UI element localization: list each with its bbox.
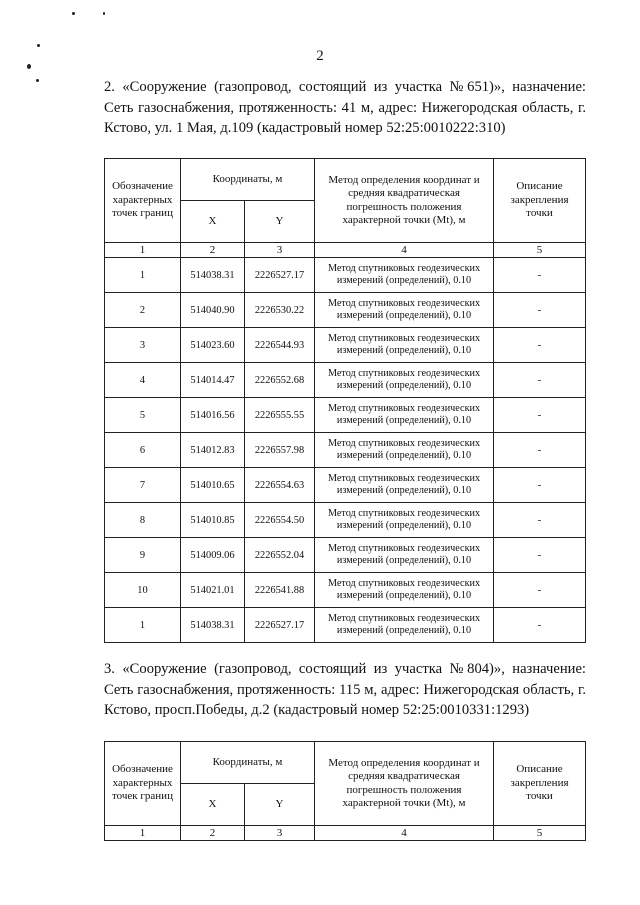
cell-y-coordinate: 2226554.50 — [245, 503, 315, 538]
cell-point-designation: 6 — [105, 433, 181, 468]
cell-description: - — [494, 468, 586, 503]
column-number-row — [105, 243, 586, 258]
cell-method: Метод спутниковых геодезических измерений (определений), 0.10 — [315, 468, 494, 503]
header-designation: Обозначение характерных точек границ — [105, 159, 181, 243]
page-number: 2 — [316, 48, 324, 64]
cell-y-coordinate: 2226557.98 — [245, 433, 315, 468]
table-row — [105, 293, 586, 328]
cell-description: - — [494, 433, 586, 468]
column-number: 1 — [105, 826, 181, 841]
header-description: Описание закрепления точки — [494, 159, 586, 243]
cell-y-coordinate: 2226541.88 — [245, 573, 315, 608]
cell-x-coordinate: 514010.65 — [181, 468, 245, 503]
cell-y-coordinate: 2226554.63 — [245, 468, 315, 503]
cell-point-designation: 4 — [105, 363, 181, 398]
column-number: 4 — [315, 243, 494, 258]
cell-point-designation: 9 — [105, 538, 181, 573]
table-row — [105, 258, 586, 293]
cell-description: - — [494, 503, 586, 538]
cell-point-designation: 8 — [105, 503, 181, 538]
column-number: 5 — [494, 243, 586, 258]
scan-speck — [36, 79, 39, 82]
scan-speck — [72, 12, 75, 15]
table-row — [105, 608, 586, 643]
column-number: 4 — [315, 826, 494, 841]
table-row — [105, 328, 586, 363]
header-description: Описание закрепления точки — [494, 742, 586, 826]
column-number-row — [105, 826, 586, 841]
cell-description: - — [494, 293, 586, 328]
cell-point-designation: 7 — [105, 468, 181, 503]
cell-point-designation: 5 — [105, 398, 181, 433]
column-number: 2 — [181, 826, 245, 841]
cell-method: Метод спутниковых геодезических измерений (определений), 0.10 — [315, 538, 494, 573]
cell-method: Метод спутниковых геодезических измерений (определений), 0.10 — [315, 293, 494, 328]
cell-x-coordinate: 514023.60 — [181, 328, 245, 363]
section-heading-paragraph: 2. «Сооружение (газопровод, состоящий из участка №651)», назначение: Сеть газоснабжения, протяженность: 41 м, адрес: Нижегородская область, г. Кстово, ул. 1 Мая, д.109 (кадастровый номер 52:25:0010222:310) — [104, 79, 586, 136]
column-number: 2 — [181, 243, 245, 258]
header-x: X — [181, 201, 245, 243]
cell-description: - — [494, 398, 586, 433]
column-number: 3 — [245, 826, 315, 841]
cell-method: Метод спутниковых геодезических измерений (определений), 0.10 — [315, 608, 494, 643]
cell-method: Метод спутниковых геодезических измерений (определений), 0.10 — [315, 433, 494, 468]
cell-point-designation: 1 — [105, 608, 181, 643]
table-row — [105, 573, 586, 608]
header-coordinates: Координаты, м — [181, 159, 315, 201]
header-coordinates: Координаты, м — [181, 742, 315, 784]
cell-y-coordinate: 2226544.93 — [245, 328, 315, 363]
table-row — [105, 363, 586, 398]
header-method: Метод определения координат и средняя квадратическая погрешность положения характерной точки (Mt), м — [315, 742, 494, 826]
cell-method: Метод спутниковых геодезических измерений (определений), 0.10 — [315, 258, 494, 293]
header-designation: Обозначение характерных точек границ — [105, 742, 181, 826]
cell-description: - — [494, 608, 586, 643]
header-y: Y — [245, 784, 315, 826]
column-number: 3 — [245, 243, 315, 258]
table-row — [105, 468, 586, 503]
cell-description: - — [494, 363, 586, 398]
cell-method: Метод спутниковых геодезических измерений (определений), 0.10 — [315, 398, 494, 433]
cell-y-coordinate: 2226527.17 — [245, 608, 315, 643]
coordinates-table — [104, 741, 586, 841]
header-x: X — [181, 784, 245, 826]
header-method: Метод определения координат и средняя квадратическая погрешность положения характерной точки (Mt), м — [315, 159, 494, 243]
cell-description: - — [494, 258, 586, 293]
cell-x-coordinate: 514040.90 — [181, 293, 245, 328]
cell-x-coordinate: 514038.31 — [181, 608, 245, 643]
cell-description: - — [494, 573, 586, 608]
cell-point-designation: 10 — [105, 573, 181, 608]
cell-method: Метод спутниковых геодезических измерений (определений), 0.10 — [315, 503, 494, 538]
cell-y-coordinate: 2226530.22 — [245, 293, 315, 328]
cell-x-coordinate: 514014.47 — [181, 363, 245, 398]
cell-x-coordinate: 514009.06 — [181, 538, 245, 573]
section-heading-paragraph: 3. «Сооружение (газопровод, состоящий из участка №804)», назначение: Сеть газоснабжения, протяженность: 115 м, адрес: Нижегородская область, г. Кстово, просп.Победы, д.2 (кадастровый номер 52:25:0010331:1293) — [104, 661, 586, 718]
table-row — [105, 398, 586, 433]
cell-point-designation: 1 — [105, 258, 181, 293]
cell-y-coordinate: 2226552.68 — [245, 363, 315, 398]
cell-y-coordinate: 2226527.17 — [245, 258, 315, 293]
header-y: Y — [245, 201, 315, 243]
cell-x-coordinate: 514012.83 — [181, 433, 245, 468]
cell-method: Метод спутниковых геодезических измерений (определений), 0.10 — [315, 328, 494, 363]
column-number: 5 — [494, 826, 586, 841]
cell-y-coordinate: 2226555.55 — [245, 398, 315, 433]
coordinates-table — [104, 158, 586, 643]
cell-y-coordinate: 2226552.04 — [245, 538, 315, 573]
cell-x-coordinate: 514016.56 — [181, 398, 245, 433]
column-number: 1 — [105, 243, 181, 258]
cell-description: - — [494, 538, 586, 573]
cell-x-coordinate: 514038.31 — [181, 258, 245, 293]
cell-point-designation: 2 — [105, 293, 181, 328]
cell-point-designation: 3 — [105, 328, 181, 363]
scan-speck — [103, 12, 105, 15]
cell-x-coordinate: 514021.01 — [181, 573, 245, 608]
cell-method: Метод спутниковых геодезических измерений (определений), 0.10 — [315, 363, 494, 398]
scan-speck — [37, 44, 40, 47]
table-row — [105, 433, 586, 468]
cell-description: - — [494, 328, 586, 363]
cell-x-coordinate: 514010.85 — [181, 503, 245, 538]
table-row — [105, 503, 586, 538]
cell-method: Метод спутниковых геодезических измерений (определений), 0.10 — [315, 573, 494, 608]
table-row — [105, 538, 586, 573]
